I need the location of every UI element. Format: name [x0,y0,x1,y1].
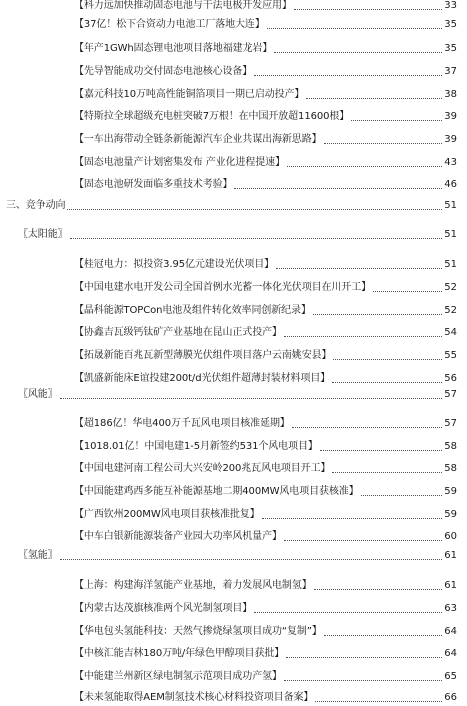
dot-leader [294,8,442,10]
toc-entry-page: 33 [444,0,457,11]
toc-entry-page: 37 [444,66,457,77]
toc-category-solar[interactable] [0,228,467,242]
toc-entry-page: 57 [444,418,457,429]
dot-leader [324,142,443,144]
toc-entry[interactable] [0,281,467,295]
dot-leader [315,700,442,702]
toc-section-heading[interactable] [0,199,467,213]
toc-entry-title: 【特斯拉全球超级充电桩突破7万根！在中国开放超11600根】 [74,111,350,122]
toc-category-hydrogen[interactable] [0,549,467,563]
toc-entry-page: 35 [444,43,457,54]
toc-entry-title: 【未来氢能取得AEM制氢技术核心材料投资项目备案】 [74,692,314,703]
toc-entry-title: 【中核汇能吉林180万吨/年绿色甲醇项目获批】 [74,648,285,659]
toc-entry[interactable] [0,670,467,684]
toc-entry-page: 52 [444,305,457,316]
toc-entry-page: 63 [444,603,457,614]
toc-entry-page: 38 [444,89,457,100]
toc-entry-title: 【中能建兰州新区绿电制氢示范项目成功产氢】 [74,671,282,682]
toc-entry-page: 59 [444,509,457,520]
toc-entry[interactable] [0,647,467,661]
toc-entry[interactable] [0,178,467,192]
toc-entry-page: 51 [444,200,457,211]
dot-leader [254,611,442,613]
toc-entry-page: 46 [444,179,457,190]
toc-entry-title: 【中国电建水电开发公司全国首例水光蓄一体化光伏项目在川开工】 [74,282,371,293]
toc-entry[interactable] [0,326,467,340]
dot-leader [234,187,442,189]
toc-entry-title: 【超186亿！华电400万千瓦风电项目核准延期】 [74,418,290,429]
toc-entry[interactable] [0,530,467,544]
toc-entry[interactable] [0,462,467,476]
toc-entry[interactable] [0,110,467,124]
dot-leader [324,634,443,636]
dot-leader [292,426,442,428]
toc-entry[interactable] [0,258,467,272]
dot-leader [70,237,443,239]
toc-entry[interactable] [0,602,467,616]
toc-entry-title: 【晶科能源TOPCon电池及组件转化效率同创新纪录】 [74,305,311,316]
toc-entry[interactable] [0,133,467,147]
toc-entry-page: 64 [444,626,457,637]
dot-leader [284,679,442,681]
toc-entry-page: 39 [444,111,457,122]
toc-entry[interactable] [0,18,467,32]
toc-entry-page: 61 [444,580,457,591]
toc-entry-page: 57 [444,389,457,400]
toc-entry-title: 【一车出海带动全链条新能源汽车企业共谋出海新思路】 [74,134,322,145]
toc-entry-page: 35 [444,19,457,30]
toc-entry[interactable] [0,65,467,79]
toc-entry-page: 66 [444,692,457,703]
dot-leader [276,267,442,269]
dot-leader [373,290,442,292]
toc-entry-title: 【年产1GWh固态锂电池项目落地福建龙岩】 [74,43,273,54]
dot-leader [286,656,442,658]
dot-leader [284,539,442,541]
toc-entry-page: 54 [444,327,457,338]
toc-entry-page: 59 [444,486,457,497]
toc-entry-page: 51 [444,229,457,240]
toc-entry[interactable] [0,349,467,363]
toc-entry-title: 【嘉元科技10万吨高性能铜箔项目一期已启动投产】 [74,89,305,100]
toc-entry-title: 【凯盛新能床E谊投建200t/d光伏组件超薄封装材料项目】 [74,373,331,384]
dot-leader [361,494,443,496]
dot-leader [284,335,442,337]
toc-entry-title: 【科力远加快推动固态电池与干法电极开发应用】 [74,0,292,11]
dot-leader [254,74,442,76]
dot-leader [262,517,443,519]
toc-entry-page: 52 [444,282,457,293]
dot-leader [274,51,442,53]
toc-entry-title: 【内蒙古达茂旗核准两个风光制氢项目】 [74,603,253,614]
dot-leader [313,313,442,315]
dot-leader [314,588,443,590]
toc-entry[interactable] [0,691,467,705]
dot-leader [351,119,442,121]
toc-entry-title: 【1018.01亿！中国电建1-5月新签约531个风电项目】 [74,441,318,452]
toc-entry[interactable] [0,42,467,56]
toc-entry[interactable] [0,88,467,102]
dot-leader [306,97,442,99]
toc-entry[interactable] [0,625,467,639]
toc-entry[interactable] [0,156,467,170]
toc-entry-title: 【固态电池量产计划密集发布 产业化进程提速】 [74,157,285,168]
toc-entry[interactable] [0,304,467,318]
toc-entry-title: 【广西钦州200MW风电项目获核准批复】 [74,509,260,520]
toc-entry[interactable] [0,0,467,13]
dot-leader [332,471,442,473]
dot-leader [60,558,443,560]
toc-entry-page: 43 [444,157,457,168]
toc-entry-page: 65 [444,671,457,682]
toc-entry-title: 【上海：构建海洋氢能产业基地，着力发展风电制氢】 [74,580,312,591]
toc-entry[interactable] [0,508,467,522]
toc-entry-title: 【协鑫吉瓦级钙钛矿产业基地在昆山正式投产】 [74,327,282,338]
dot-leader [60,397,443,399]
dot-leader [267,27,443,29]
toc-entry-title: 【固态电池研发面临多重技术考验】 [74,179,233,190]
toc-entry[interactable] [0,417,467,431]
dot-leader [332,381,442,383]
toc-entry-page: 58 [444,463,457,474]
dot-leader [67,208,442,210]
toc-entry-title: 【先导智能成功交付固态电池核心设备】 [74,66,253,77]
toc-entry[interactable] [0,579,467,593]
toc-entry[interactable] [0,485,467,499]
toc-category-wind[interactable] [0,388,467,402]
dot-leader [287,165,442,167]
dot-leader [333,358,442,360]
toc-entry-title: 【中车白银新能源装备产业园大功率风机量产】 [74,531,282,542]
toc-entry-page: 61 [444,550,457,561]
toc-entry-title: 【中国能建鸡西多能互补能源基地二期400MW风电项目获核准】 [74,486,359,497]
toc-category-title: 〖太阳能〗 [18,229,68,240]
toc-entry-page: 60 [444,531,457,542]
toc-entry-title: 【中国电建河南工程公司大兴安岭200兆瓦风电项目开工】 [74,463,331,474]
toc-entry[interactable] [0,372,467,386]
toc-entry-page: 58 [444,441,457,452]
toc-entry-page: 39 [444,134,457,145]
toc-category-title: 〖氢能〗 [18,550,58,561]
toc-entry-page: 55 [444,350,457,361]
toc-entry-page: 64 [444,648,457,659]
toc-entry-page: 51 [444,259,457,270]
toc-entry[interactable] [0,440,467,454]
toc-entry-title: 【拓晟新能百兆瓦新型薄膜光伏组件项目落户云南姚安县】 [74,350,332,361]
toc-category-title: 〖风能〗 [18,389,58,400]
toc-entry-page: 56 [444,373,457,384]
toc-section-title: 三、竞争动向 [6,200,66,211]
toc-entry-title: 【桂冠电力：拟投资3.95亿元建设光伏项目】 [74,259,275,270]
toc-entry-title: 【华电包头氢能科技：天然气掺烧绿氢项目成功“复制”】 [74,626,322,637]
toc-entry-title: 【37亿！松下合资动力电池工厂落地大连】 [74,19,265,30]
dot-leader [320,449,442,451]
